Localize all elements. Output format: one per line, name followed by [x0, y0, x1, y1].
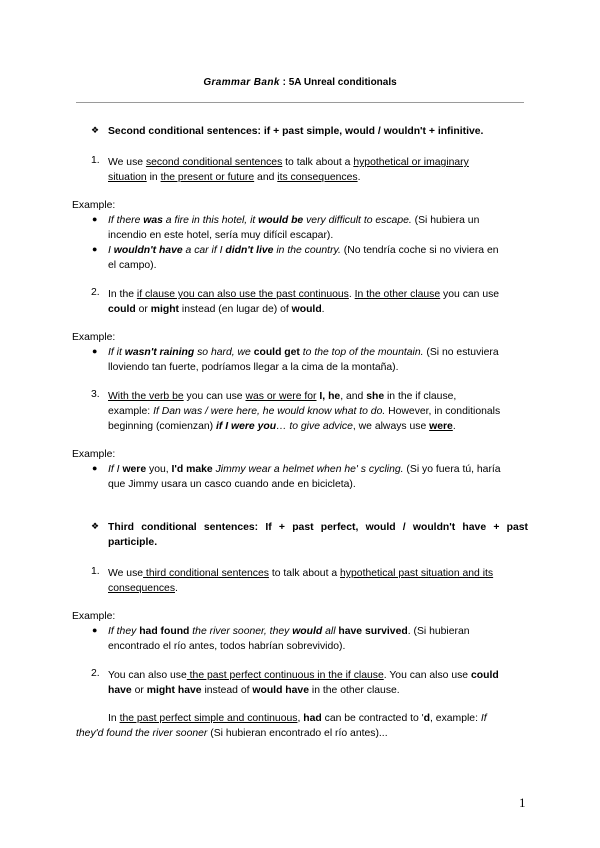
translation: . (Si hubieran — [407, 626, 470, 637]
text: the river sooner, they — [189, 626, 293, 637]
text: would have — [252, 685, 309, 696]
text: a fire in this hotel, it — [162, 215, 259, 226]
bullet-icon: ● — [92, 625, 98, 635]
underlined-text: second conditional sentences — [145, 157, 283, 168]
text: could — [108, 304, 136, 315]
text: wouldn't have — [113, 245, 183, 256]
text: However, in conditionals — [385, 406, 501, 417]
text: were — [122, 464, 147, 475]
text: wasn't raining — [124, 347, 195, 358]
text: If — [480, 713, 487, 724]
text: to talk about a — [282, 157, 354, 168]
text: if I were you — [216, 421, 277, 432]
text: Jimmy wear a helmet when he' s cycling. — [212, 464, 404, 475]
underlined-text: consequences — [108, 583, 176, 594]
text: , — [297, 713, 304, 724]
diamond-bullet-icon: ❖ — [91, 125, 100, 135]
third-conditional-example — [108, 624, 528, 639]
underlined-text: were — [429, 421, 453, 432]
text: in the other clause. — [309, 685, 400, 696]
example-label: Example: — [72, 449, 116, 460]
second-conditional-point-1 — [108, 155, 526, 170]
underlined-text: the past perfect simple and continuous — [119, 713, 298, 724]
text: have survived — [338, 626, 408, 637]
bullet-icon: ● — [92, 346, 98, 356]
text: instead of — [201, 685, 253, 696]
text: instead (en lugar de) of — [179, 304, 292, 315]
text: d — [423, 713, 431, 724]
text: , example: — [430, 713, 481, 724]
underlined-text: In the other clause — [354, 289, 441, 300]
text: (Si hubieran encontrado el río antes)... — [207, 728, 388, 739]
text: . — [348, 289, 355, 300]
text: you, — [146, 464, 172, 475]
text: We use — [108, 157, 146, 168]
text: you can use — [440, 289, 500, 300]
page-number: 1 — [519, 795, 526, 810]
text: If there — [108, 215, 144, 226]
contraction-note — [108, 711, 528, 726]
text: In — [108, 713, 120, 724]
text: had found — [139, 626, 190, 637]
text: very difficult to escape. — [303, 215, 412, 226]
translation: (Si hubiera un — [411, 215, 480, 226]
text: If I — [108, 464, 123, 475]
brand-name: Grammar Bank — [203, 77, 280, 88]
underlined-text: the present or future — [160, 172, 255, 183]
translation: (Si yo fuera tú, haría — [403, 464, 501, 475]
second-conditional-point-3 — [108, 389, 528, 404]
text: beginning (comienzan) — [108, 421, 217, 432]
text: I — [108, 245, 114, 256]
text: you can use — [183, 391, 246, 402]
list-number: 2. — [91, 668, 100, 679]
text: or — [131, 685, 147, 696]
text: would — [292, 626, 323, 637]
text: she — [366, 391, 385, 402]
list-number: 1. — [91, 566, 100, 577]
text: If they — [108, 626, 140, 637]
text: to talk about a — [268, 568, 341, 579]
third-conditional-heading: Third conditional sentences: If + past perfect, would / wouldn't have + past — [108, 522, 528, 533]
text: In the — [108, 289, 137, 300]
third-conditional-example-translation: encontrado el río antes, todos habrían sobrevivido). — [108, 641, 346, 652]
text: they'd found the river sooner — [76, 728, 208, 739]
list-number: 1. — [91, 155, 100, 166]
text: and — [254, 172, 278, 183]
text: so hard, we — [194, 347, 254, 358]
underlined-text: hypothetical or imaginary — [353, 157, 469, 168]
bullet-icon: ● — [92, 244, 98, 254]
text: have — [108, 685, 132, 696]
text: . — [357, 172, 361, 183]
text: in the country. — [273, 245, 341, 256]
bullet-icon: ● — [92, 214, 98, 224]
title-separator: : — [279, 77, 289, 88]
title-text: 5A Unreal conditionals — [288, 77, 397, 88]
text: If it — [108, 347, 125, 358]
text: didn't live — [225, 245, 274, 256]
third-conditional-point-2 — [108, 668, 528, 683]
text: … to give advice — [276, 421, 353, 432]
example-sentence-4 — [108, 462, 528, 477]
example-translation-2: el campo). — [108, 260, 157, 271]
text: could — [470, 670, 499, 681]
list-number: 2. — [91, 287, 100, 298]
text: all — [322, 626, 339, 637]
third-conditional-point-2-line2 — [108, 683, 528, 698]
text: was — [143, 215, 163, 226]
text: might have — [146, 685, 202, 696]
text: a car if I — [182, 245, 226, 256]
example-sentence-2 — [108, 243, 528, 258]
text: had — [303, 713, 322, 724]
page-title — [0, 77, 600, 88]
text: to the top of the mountain. — [299, 347, 424, 358]
second-conditional-point-2 — [108, 287, 528, 302]
text: in — [146, 172, 161, 183]
third-conditional-point-1-line2 — [108, 581, 528, 596]
text: in the if clause, — [384, 391, 457, 402]
second-conditional-point-3-line3 — [108, 419, 528, 434]
second-conditional-heading: Second conditional sentences: if + past simple, would / wouldn't + infinitive. — [108, 126, 484, 137]
example-label: Example: — [72, 200, 116, 211]
underlined-text: the past perfect continuous in the if clause — [186, 670, 384, 681]
text: can be contracted to ' — [321, 713, 424, 724]
title-divider — [76, 102, 524, 103]
example-sentence-1 — [108, 213, 528, 228]
text: , and — [340, 391, 367, 402]
text: or — [135, 304, 151, 315]
text: would be — [258, 215, 304, 226]
example-translation-3: lloviendo tan fuerte, podríamos llegar a la cima de la montaña). — [108, 362, 399, 373]
text: . — [321, 304, 325, 315]
underlined-text: With the verb be — [108, 391, 184, 402]
text: If Dan was / were here, he would know what to do. — [153, 406, 386, 417]
second-conditional-point-2-line2 — [108, 302, 528, 317]
example-translation-4: que Jimmy usara un casco cuando ande en bicicleta). — [108, 479, 356, 490]
translation: (Si no estuviera — [423, 347, 499, 358]
text: could get — [253, 347, 300, 358]
text: . — [452, 421, 456, 432]
text: might — [150, 304, 180, 315]
underlined-text: hypothetical past situation and its — [340, 568, 494, 579]
example-sentence-3 — [108, 345, 528, 360]
list-number: 3. — [91, 389, 100, 400]
text: You can also use — [108, 670, 187, 681]
underlined-text: its consequences — [277, 172, 358, 183]
underlined-text: third conditional sentences — [143, 568, 269, 579]
text: example: — [108, 406, 154, 417]
text: , we always use — [352, 421, 430, 432]
text: We use — [108, 568, 144, 579]
text: I'd make — [171, 464, 213, 475]
underlined-text: was or were for — [245, 391, 317, 402]
text: would — [291, 304, 322, 315]
third-conditional-heading-line2: participle. — [108, 537, 158, 548]
text: . — [175, 583, 178, 594]
underlined-text: situation — [108, 172, 147, 183]
example-label: Example: — [72, 611, 116, 622]
third-conditional-point-1 — [108, 566, 528, 581]
contraction-note-line2 — [76, 726, 528, 741]
example-label: Example: — [72, 332, 116, 343]
second-conditional-point-1-line2 — [108, 170, 526, 185]
underlined-text: if clause you can also use the past continuous — [136, 289, 349, 300]
text: . You can also use — [383, 670, 471, 681]
second-conditional-point-3-line2 — [108, 404, 528, 419]
diamond-bullet-icon: ❖ — [91, 521, 100, 531]
translation: (No tendría coche si no viviera en — [340, 245, 499, 256]
text: I, he — [316, 391, 341, 402]
bullet-icon: ● — [92, 463, 98, 473]
example-translation-1: incendio en este hotel, sería muy difícil escapar). — [108, 230, 334, 241]
